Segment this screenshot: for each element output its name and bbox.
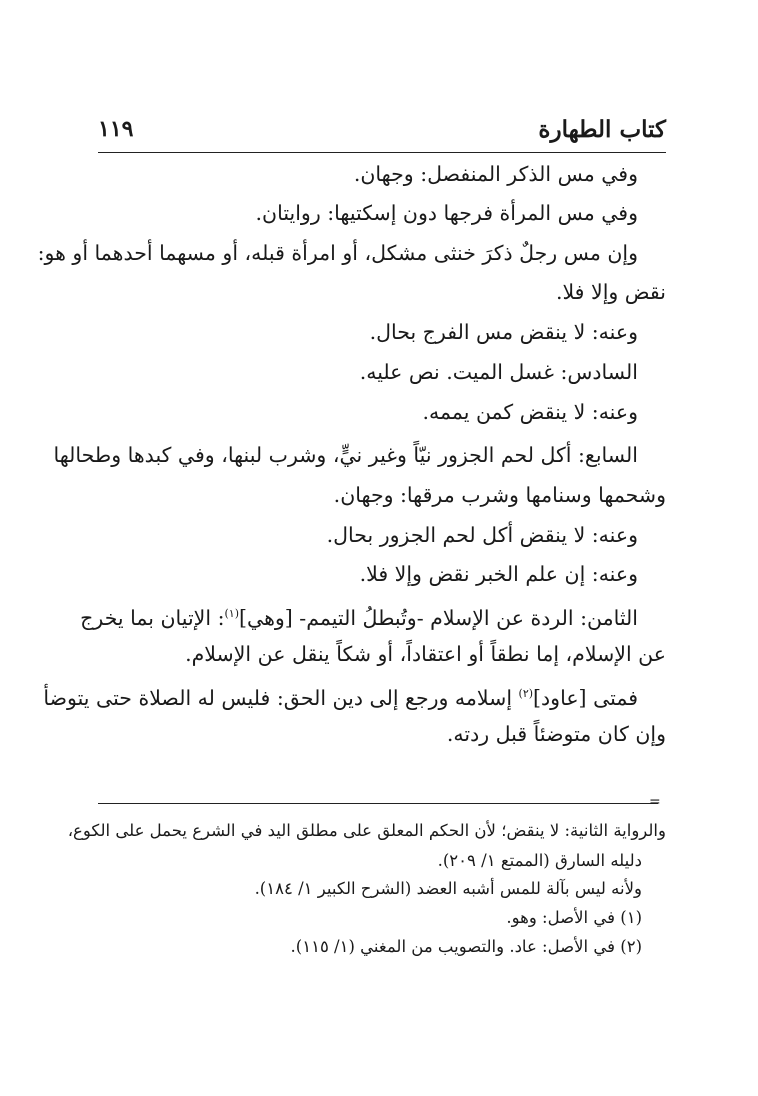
text-line: نقض وإلا فلا.	[555, 280, 666, 304]
footnote-ref: (١)	[224, 607, 239, 620]
text-line: وفي مس الذكر المنفصل: وجهان.	[353, 162, 638, 186]
text-line: السابع: أكل لحم الجزور نيّاً وغير نيٍّ، وشرب لبنها، وفي كبدها وطحالها	[53, 443, 638, 467]
page-number: ١١٩	[98, 116, 134, 142]
page-header	[98, 112, 666, 153]
separator-line	[98, 803, 658, 804]
text-line	[43, 678, 638, 712]
text-line: وإن كان متوضئاً قبل ردته.	[446, 722, 666, 746]
text-line: وفي مس المرأة فرجها دون إسكتيها: روايتان.	[255, 201, 638, 225]
footnote-line: والرواية الثانية: لا ينقض؛ لأن الحكم المعلق على مطلق اليد في الشرع يحمل على الكوع،	[67, 821, 666, 840]
text-segment: الثامن: الردة عن الإسلام -وتُبطلُ التيمم- [وهي]	[239, 605, 638, 630]
text-line: وشحمها وسنامها وشرب مرقها: وجهان.	[333, 483, 666, 507]
text-line: عن الإسلام، إما نطقاً أو اعتقاداً، أو شكاً ينقل عن الإسلام.	[185, 642, 666, 666]
text-line: وعنه: إن علم الخبر نقض وإلا فلا.	[359, 562, 638, 586]
text-line	[80, 598, 638, 632]
text-line: وعنه: لا ينقض أكل لحم الجزور بحال.	[326, 523, 638, 547]
footnote-line: (١) في الأصل: وهو.	[506, 908, 642, 927]
footnote-line: (٢) في الأصل: عاد. والتصويب من المغني (١/ ١١٥).	[290, 937, 642, 956]
text-line: السادس: غسل الميت. نص عليه.	[359, 360, 638, 384]
chapter-title: كتاب الطهارة	[538, 116, 666, 143]
text-line: وإن مس رجلٌ ذكرَ خنثى مشكل، أو امرأة قبله، أو مسهما أحدهما أو هو:	[37, 241, 638, 265]
text-segment: فمتى [عاود]	[533, 685, 638, 710]
footnote-ref: (٢)	[518, 687, 534, 700]
text-line: وعنه: لا ينقض كمن يممه.	[422, 400, 638, 424]
separator-mark: =	[649, 794, 661, 810]
footnote-separator	[98, 793, 661, 813]
text-segment: : الإتيان بما يخرج	[80, 605, 225, 630]
text-segment: إسلامه ورجع إلى دين الحق: فليس له الصلاة حتى يتوضأ	[43, 685, 519, 710]
text-line: وعنه: لا ينقض مس الفرج بحال.	[369, 320, 638, 344]
footnote-line: ولأنه ليس بآلة للمس أشبه العضد (الشرح الكبير ١/ ١٨٤).	[254, 879, 642, 898]
footnote-line: دليله السارق (الممتع ١/ ٢٠٩).	[437, 851, 642, 870]
